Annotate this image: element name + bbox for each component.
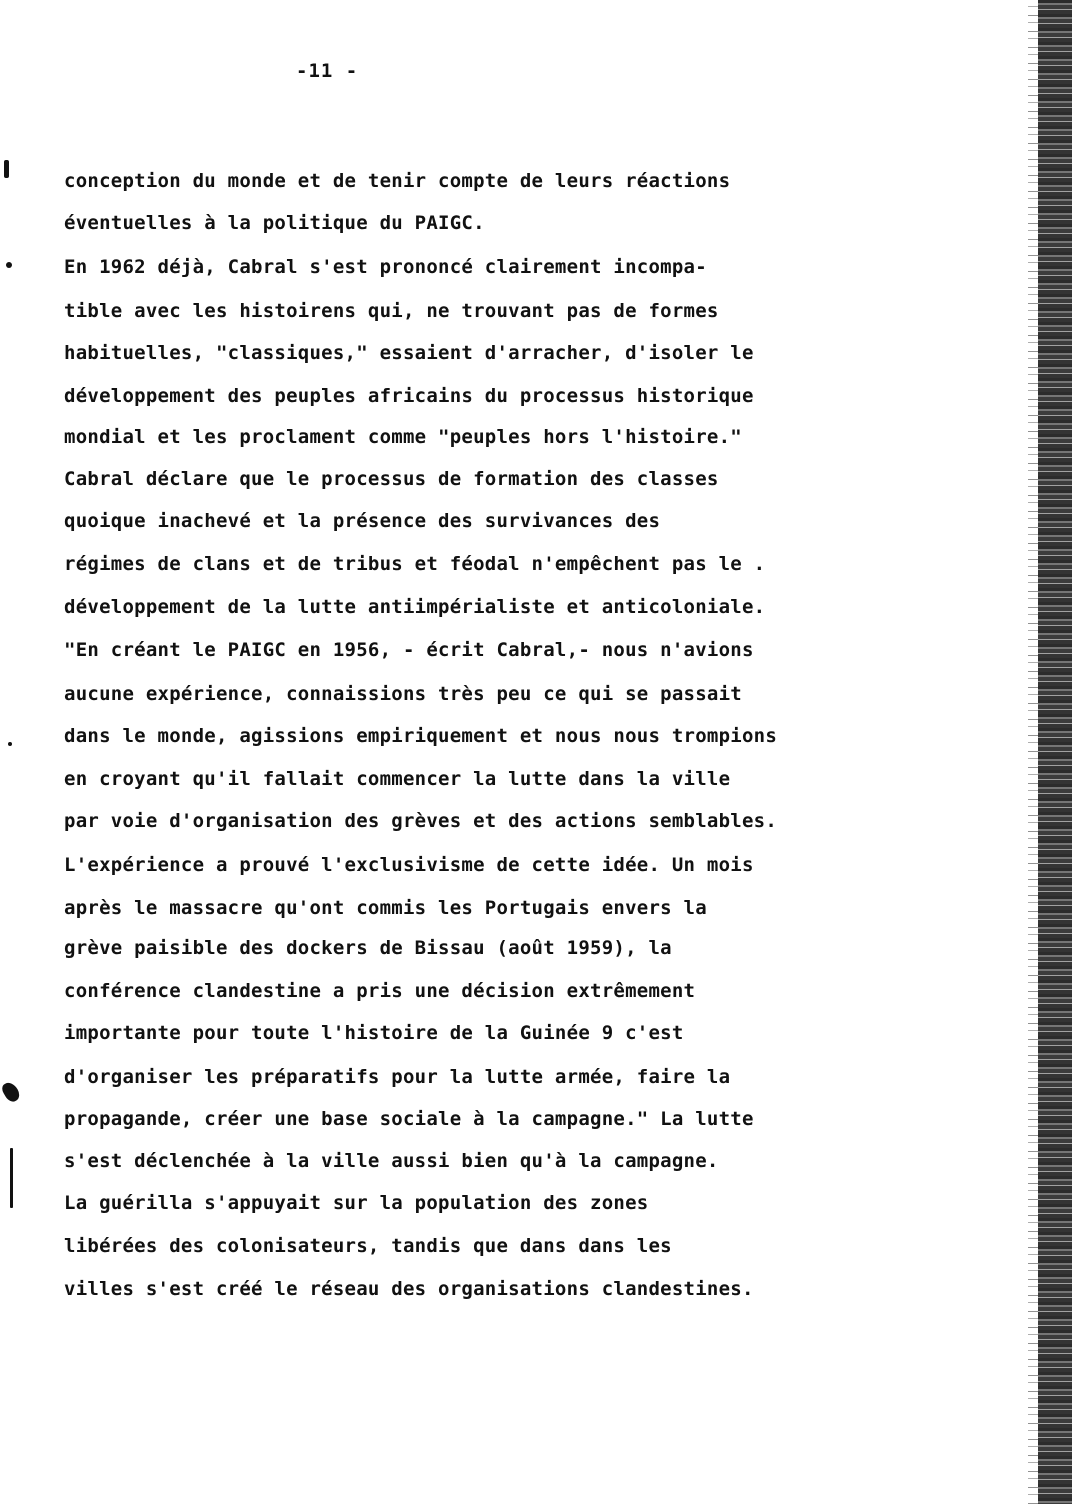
text-line: villes s'est créé le réseau des organisations clandestines. bbox=[64, 1278, 754, 1300]
text-line: En 1962 déjà, Cabral s'est prononcé clairement incompa- bbox=[64, 256, 707, 278]
page-number: -11 - bbox=[296, 60, 359, 82]
scan-border-noise bbox=[1028, 0, 1038, 1504]
text-line: après le massacre qu'ont commis les Portugais envers la bbox=[64, 897, 707, 919]
scan-speck bbox=[6, 262, 12, 268]
text-line: développement de la lutte antiimpérialiste et anticoloniale. bbox=[64, 596, 766, 618]
text-line: d'organiser les préparatifs pour la lutte armée, faire la bbox=[64, 1066, 731, 1088]
text-line: s'est déclenchée à la ville aussi bien qu'à la campagne. bbox=[64, 1150, 719, 1172]
scan-border bbox=[1038, 0, 1072, 1504]
text-line: par voie d'organisation des grèves et des actions semblables. bbox=[64, 810, 778, 832]
text-line: conception du monde et de tenir compte de leurs réactions bbox=[64, 170, 731, 192]
text-line: "En créant le PAIGC en 1956, - écrit Cabral,- nous n'avions bbox=[64, 639, 754, 661]
text-line: Cabral déclare que le processus de formation des classes bbox=[64, 468, 719, 490]
text-line: quoique inachevé et la présence des survivances des bbox=[64, 510, 661, 532]
text-line: dans le monde, agissions empiriquement et nous nous trompions bbox=[64, 725, 778, 747]
text-line: tible avec les histoirens qui, ne trouvant pas de formes bbox=[64, 300, 719, 322]
text-line: libérées des colonisateurs, tandis que dans dans les bbox=[64, 1235, 672, 1257]
scan-speck bbox=[10, 1148, 13, 1208]
text-line: aucune expérience, connaissions très peu ce qui se passait bbox=[64, 683, 742, 705]
text-line: mondial et les proclament comme "peuples hors l'histoire." bbox=[64, 426, 742, 448]
text-line: en croyant qu'il fallait commencer la lutte dans la ville bbox=[64, 768, 731, 790]
text-line: La guérilla s'appuyait sur la population des zones bbox=[64, 1192, 649, 1214]
text-line: développement des peuples africains du processus historique bbox=[64, 385, 754, 407]
scan-speck bbox=[8, 742, 12, 746]
text-line: régimes de clans et de tribus et féodal n'empêchent pas le . bbox=[64, 553, 766, 575]
scan-speck bbox=[4, 160, 9, 178]
text-line: L'expérience a prouvé l'exclusivisme de cette idée. Un mois bbox=[64, 854, 754, 876]
scan-speck bbox=[0, 1080, 22, 1104]
text-line: propagande, créer une base sociale à la campagne." La lutte bbox=[64, 1108, 754, 1130]
text-line: éventuelles à la politique du PAIGC. bbox=[64, 212, 485, 234]
text-line: importante pour toute l'histoire de la Guinée 9 c'est bbox=[64, 1022, 684, 1044]
text-line: habituelles, "classiques," essaient d'arracher, d'isoler le bbox=[64, 342, 754, 364]
text-line: grève paisible des dockers de Bissau (août 1959), la bbox=[64, 937, 672, 959]
text-line: conférence clandestine a pris une décision extrêmement bbox=[64, 980, 696, 1002]
